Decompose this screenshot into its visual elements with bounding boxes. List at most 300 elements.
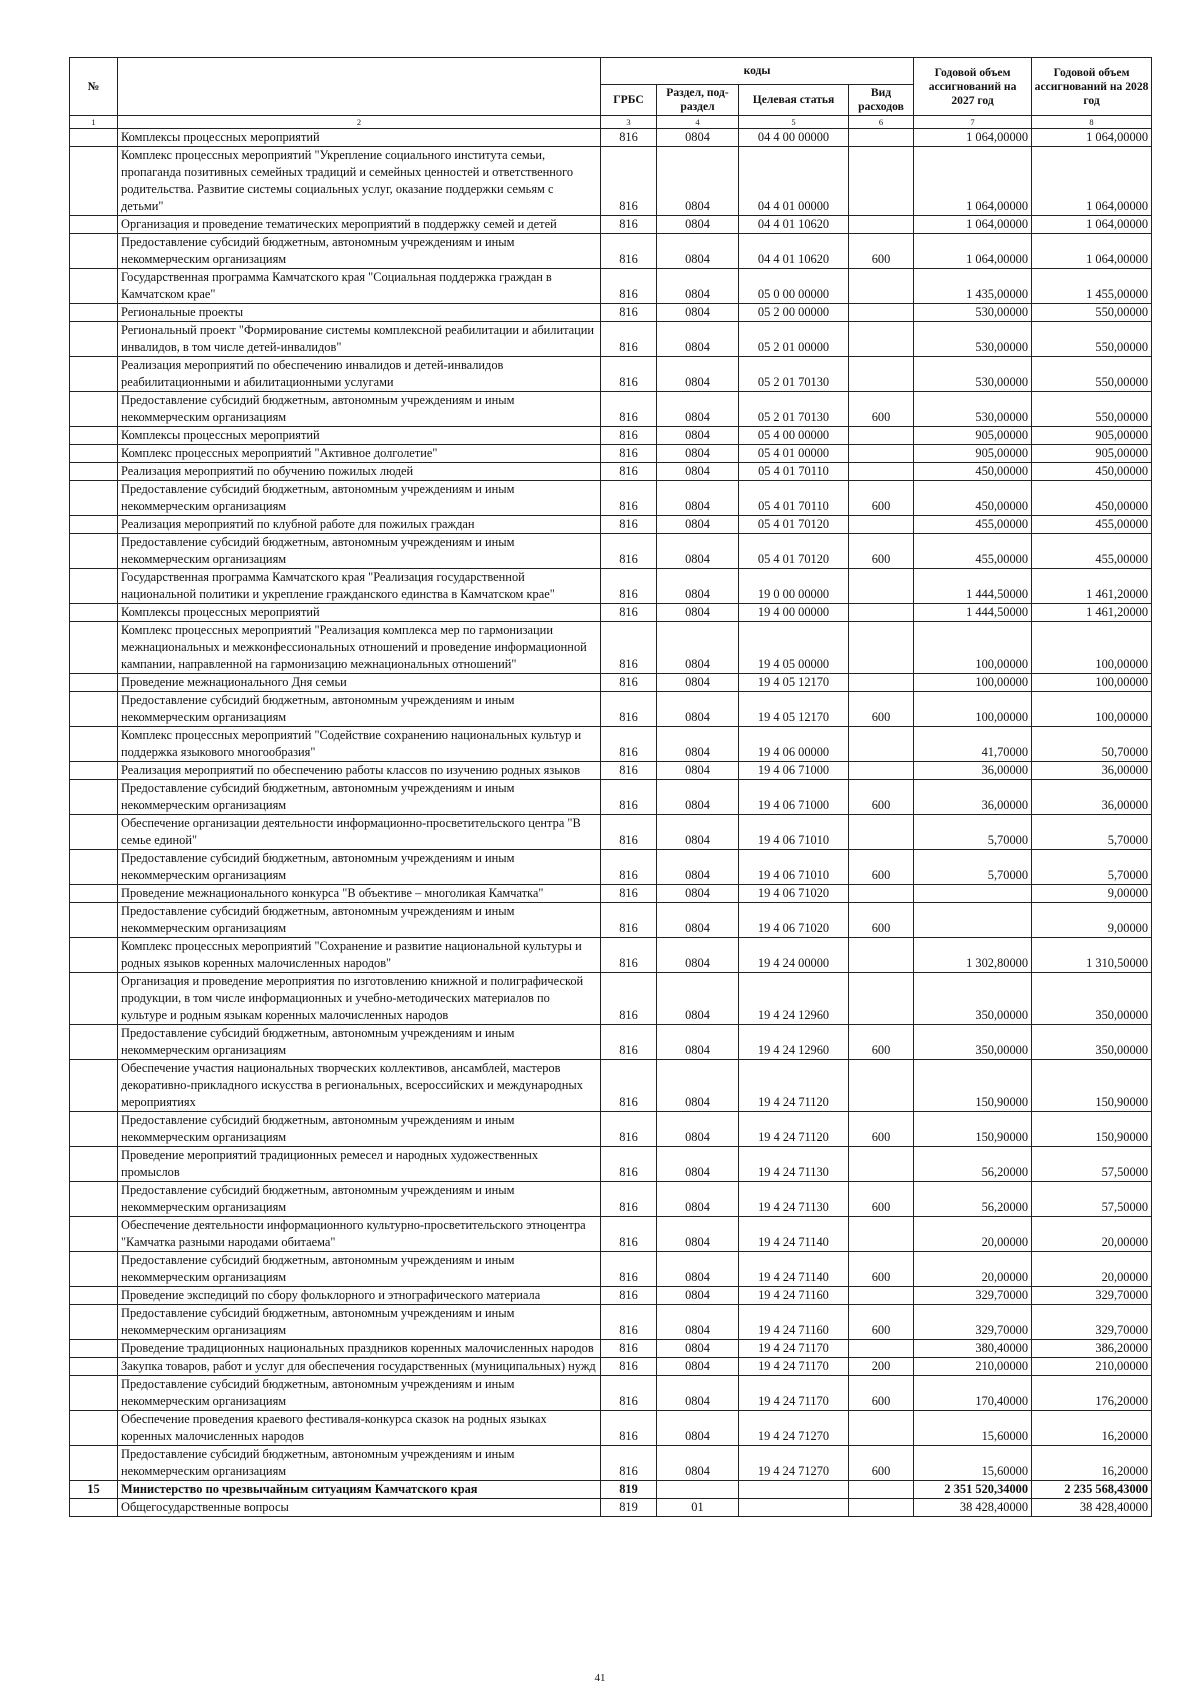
table-row bbox=[70, 516, 1152, 534]
header-2028: Годовой объем ассигнований на 2028 год bbox=[1032, 58, 1152, 116]
row-section: 0804 bbox=[657, 569, 739, 604]
row-amount-2028: 905,00000 bbox=[1032, 427, 1152, 445]
row-target: 19 4 24 71130 bbox=[739, 1147, 849, 1182]
column-number: 3 bbox=[601, 116, 657, 129]
row-number bbox=[70, 1147, 118, 1182]
row-grbs: 816 bbox=[601, 1340, 657, 1358]
table-row bbox=[70, 1217, 1152, 1252]
row-amount-2028: 36,00000 bbox=[1032, 762, 1152, 780]
row-section: 0804 bbox=[657, 147, 739, 216]
row-grbs: 816 bbox=[601, 692, 657, 727]
row-number bbox=[70, 692, 118, 727]
row-amount-2028: 550,00000 bbox=[1032, 357, 1152, 392]
row-number bbox=[70, 357, 118, 392]
page-number: 41 bbox=[594, 1672, 606, 1684]
row-number bbox=[70, 1025, 118, 1060]
row-name: Региональный проект "Формирование системы комплексной реабилитации и абилитации инвалидов, в том числе детей-инвалидов" bbox=[118, 322, 601, 357]
row-name: Организация и проведение мероприятия по изготовлению книжной и полиграфической продукции, в том числе информационных и учебно-методических материалов по культуре и родным языкам коренных малочисленных народов bbox=[118, 973, 601, 1025]
table-row bbox=[70, 304, 1152, 322]
row-grbs: 816 bbox=[601, 938, 657, 973]
row-expense-type: 600 bbox=[849, 1252, 914, 1287]
row-grbs: 816 bbox=[601, 1305, 657, 1340]
table-row bbox=[70, 392, 1152, 427]
row-name: Предоставление субсидий бюджетным, автономным учреждениям и иным некоммерческим организациям bbox=[118, 392, 601, 427]
header-target: Целевая статья bbox=[739, 85, 849, 116]
row-number: 15 bbox=[70, 1481, 118, 1499]
table-row bbox=[70, 1287, 1152, 1305]
row-target: 05 2 01 70130 bbox=[739, 392, 849, 427]
table-row bbox=[70, 1182, 1152, 1217]
row-amount-2027: 56,20000 bbox=[914, 1147, 1032, 1182]
row-name: Предоставление субсидий бюджетным, автономным учреждениям и иным некоммерческим организациям bbox=[118, 692, 601, 727]
row-section: 0804 bbox=[657, 216, 739, 234]
table-row bbox=[70, 322, 1152, 357]
row-section: 0804 bbox=[657, 1305, 739, 1340]
row-amount-2027: 455,00000 bbox=[914, 534, 1032, 569]
row-amount-2027: 100,00000 bbox=[914, 622, 1032, 674]
row-grbs: 816 bbox=[601, 1025, 657, 1060]
row-name: Комплексы процессных мероприятий bbox=[118, 129, 601, 147]
row-grbs: 816 bbox=[601, 622, 657, 674]
row-grbs: 816 bbox=[601, 463, 657, 481]
row-amount-2027: 36,00000 bbox=[914, 780, 1032, 815]
table-row bbox=[70, 569, 1152, 604]
row-section: 0804 bbox=[657, 604, 739, 622]
row-expense-type bbox=[849, 129, 914, 147]
row-section: 0804 bbox=[657, 1217, 739, 1252]
row-number bbox=[70, 463, 118, 481]
row-number bbox=[70, 534, 118, 569]
row-amount-2028: 350,00000 bbox=[1032, 1025, 1152, 1060]
row-target: 05 4 01 70110 bbox=[739, 463, 849, 481]
row-amount-2028: 905,00000 bbox=[1032, 445, 1152, 463]
row-section: 0804 bbox=[657, 622, 739, 674]
row-section: 0804 bbox=[657, 885, 739, 903]
row-name: Реализация мероприятий по клубной работе для пожилых граждан bbox=[118, 516, 601, 534]
row-amount-2028: 20,00000 bbox=[1032, 1252, 1152, 1287]
row-amount-2027 bbox=[914, 903, 1032, 938]
row-expense-type bbox=[849, 147, 914, 216]
row-section: 0804 bbox=[657, 534, 739, 569]
row-grbs: 816 bbox=[601, 129, 657, 147]
row-number bbox=[70, 1411, 118, 1446]
row-target: 19 4 24 71120 bbox=[739, 1112, 849, 1147]
row-name: Комплекс процессных мероприятий "Сохранение и развитие национальной культуры и родных языков коренных малочисленных народов" bbox=[118, 938, 601, 973]
row-amount-2027: 5,70000 bbox=[914, 815, 1032, 850]
header-codes: коды bbox=[601, 58, 914, 85]
row-number bbox=[70, 445, 118, 463]
row-name: Проведение мероприятий традиционных ремесел и народных художественных промыслов bbox=[118, 1147, 601, 1182]
row-target: 19 4 24 00000 bbox=[739, 938, 849, 973]
row-amount-2027: 450,00000 bbox=[914, 463, 1032, 481]
row-name: Закупка товаров, работ и услуг для обеспечения государственных (муниципальных) нужд bbox=[118, 1358, 601, 1376]
row-amount-2027: 329,70000 bbox=[914, 1287, 1032, 1305]
row-section: 0804 bbox=[657, 1411, 739, 1446]
row-amount-2027: 36,00000 bbox=[914, 762, 1032, 780]
row-target: 19 4 24 71170 bbox=[739, 1340, 849, 1358]
row-amount-2027: 455,00000 bbox=[914, 516, 1032, 534]
table-row bbox=[70, 622, 1152, 674]
row-grbs: 816 bbox=[601, 885, 657, 903]
row-section: 0804 bbox=[657, 973, 739, 1025]
row-number bbox=[70, 1182, 118, 1217]
row-amount-2028: 455,00000 bbox=[1032, 534, 1152, 569]
row-amount-2028: 57,50000 bbox=[1032, 1147, 1152, 1182]
row-name: Комплекс процессных мероприятий "Реализация комплекса мер по гармонизации межнациональных и межконфессиональных отношений и проведение информационной кампании, направленной на гармонизацию межнациональных отношений" bbox=[118, 622, 601, 674]
table-row bbox=[70, 1481, 1152, 1499]
row-grbs: 816 bbox=[601, 762, 657, 780]
row-grbs: 816 bbox=[601, 1112, 657, 1147]
row-section: 0804 bbox=[657, 850, 739, 885]
row-amount-2027: 530,00000 bbox=[914, 304, 1032, 322]
row-grbs: 816 bbox=[601, 1287, 657, 1305]
row-expense-type bbox=[849, 1411, 914, 1446]
row-expense-type bbox=[849, 727, 914, 762]
row-section: 0804 bbox=[657, 481, 739, 516]
row-name: Предоставление субсидий бюджетным, автономным учреждениям и иным некоммерческим организациям bbox=[118, 1182, 601, 1217]
row-target: 19 4 06 71000 bbox=[739, 780, 849, 815]
header-section: Раздел, под-раздел bbox=[657, 85, 739, 116]
row-grbs: 816 bbox=[601, 481, 657, 516]
row-section: 0804 bbox=[657, 674, 739, 692]
row-expense-type bbox=[849, 569, 914, 604]
header-name bbox=[118, 58, 601, 116]
row-name: Комплексы процессных мероприятий bbox=[118, 427, 601, 445]
row-number bbox=[70, 622, 118, 674]
row-expense-type: 200 bbox=[849, 1358, 914, 1376]
row-target: 19 4 06 00000 bbox=[739, 727, 849, 762]
row-target: 05 4 01 00000 bbox=[739, 445, 849, 463]
row-number bbox=[70, 147, 118, 216]
row-grbs: 816 bbox=[601, 357, 657, 392]
row-target: 19 4 24 12960 bbox=[739, 973, 849, 1025]
row-section: 0804 bbox=[657, 780, 739, 815]
row-name: Обеспечение участия национальных творческих коллективов, ансамблей, мастеров декоративно-прикладного искусства в региональных, всероссийских и международных мероприятиях bbox=[118, 1060, 601, 1112]
row-number bbox=[70, 780, 118, 815]
row-name: Предоставление субсидий бюджетным, автономным учреждениям и иным некоммерческим организациям bbox=[118, 903, 601, 938]
row-amount-2028: 1 455,00000 bbox=[1032, 269, 1152, 304]
row-target: 19 4 06 71010 bbox=[739, 850, 849, 885]
row-amount-2027: 530,00000 bbox=[914, 322, 1032, 357]
row-name: Проведение межнационального конкурса "В объективе – многоликая Камчатка" bbox=[118, 885, 601, 903]
row-expense-type bbox=[849, 1147, 914, 1182]
table-row bbox=[70, 427, 1152, 445]
row-amount-2028: 16,20000 bbox=[1032, 1446, 1152, 1481]
row-target: 05 2 01 70130 bbox=[739, 357, 849, 392]
row-name: Государственная программа Камчатского края "Реализация государственной национальной политики и укрепление гражданского единства в Камчатском крае" bbox=[118, 569, 601, 604]
row-target: 04 4 01 10620 bbox=[739, 234, 849, 269]
row-amount-2027: 210,00000 bbox=[914, 1358, 1032, 1376]
row-number bbox=[70, 1305, 118, 1340]
row-expense-type: 600 bbox=[849, 1446, 914, 1481]
row-amount-2027: 350,00000 bbox=[914, 1025, 1032, 1060]
table-row bbox=[70, 463, 1152, 481]
row-grbs: 819 bbox=[601, 1499, 657, 1517]
row-expense-type bbox=[849, 1481, 914, 1499]
row-target bbox=[739, 1499, 849, 1517]
row-name: Проведение традиционных национальных праздников коренных малочисленных народов bbox=[118, 1340, 601, 1358]
row-grbs: 816 bbox=[601, 973, 657, 1025]
row-expense-type bbox=[849, 463, 914, 481]
row-number bbox=[70, 762, 118, 780]
row-section: 0804 bbox=[657, 1147, 739, 1182]
row-name: Комплексы процессных мероприятий bbox=[118, 604, 601, 622]
row-expense-type bbox=[849, 1287, 914, 1305]
row-expense-type bbox=[849, 973, 914, 1025]
table-row bbox=[70, 1112, 1152, 1147]
row-amount-2028: 1 064,00000 bbox=[1032, 216, 1152, 234]
table-row bbox=[70, 481, 1152, 516]
row-number bbox=[70, 1287, 118, 1305]
row-name: Комплекс процессных мероприятий "Активное долголетие" bbox=[118, 445, 601, 463]
row-grbs: 816 bbox=[601, 147, 657, 216]
row-amount-2028: 5,70000 bbox=[1032, 815, 1152, 850]
row-section: 0804 bbox=[657, 357, 739, 392]
row-section: 01 bbox=[657, 1499, 739, 1517]
row-expense-type: 600 bbox=[849, 1025, 914, 1060]
row-amount-2028: 450,00000 bbox=[1032, 481, 1152, 516]
table-row bbox=[70, 1025, 1152, 1060]
row-grbs: 816 bbox=[601, 445, 657, 463]
row-number bbox=[70, 304, 118, 322]
row-name: Комплекс процессных мероприятий "Укрепление социального института семьи, пропаганда позитивных семейных традиций и семейных ценностей и ответственного родительства. Развитие системы социальных услуг, оказание поддержки семьям с детьми" bbox=[118, 147, 601, 216]
table-row bbox=[70, 1358, 1152, 1376]
row-number bbox=[70, 1252, 118, 1287]
row-amount-2028: 150,90000 bbox=[1032, 1060, 1152, 1112]
column-number: 5 bbox=[739, 116, 849, 129]
row-amount-2028: 38 428,40000 bbox=[1032, 1499, 1152, 1517]
row-expense-type bbox=[849, 885, 914, 903]
row-amount-2028: 150,90000 bbox=[1032, 1112, 1152, 1147]
row-grbs: 816 bbox=[601, 1060, 657, 1112]
row-amount-2028: 9,00000 bbox=[1032, 885, 1152, 903]
table-row bbox=[70, 762, 1152, 780]
row-amount-2028: 550,00000 bbox=[1032, 304, 1152, 322]
row-amount-2028: 1 064,00000 bbox=[1032, 147, 1152, 216]
row-number bbox=[70, 1499, 118, 1517]
row-amount-2027: 905,00000 bbox=[914, 445, 1032, 463]
row-grbs: 819 bbox=[601, 1481, 657, 1499]
row-grbs: 816 bbox=[601, 322, 657, 357]
row-expense-type: 600 bbox=[849, 1182, 914, 1217]
row-number bbox=[70, 269, 118, 304]
row-expense-type bbox=[849, 1060, 914, 1112]
row-amount-2027: 15,60000 bbox=[914, 1411, 1032, 1446]
row-amount-2027: 1 064,00000 bbox=[914, 234, 1032, 269]
table-row bbox=[70, 1446, 1152, 1481]
table-body bbox=[70, 129, 1152, 1517]
row-target: 19 4 24 71140 bbox=[739, 1252, 849, 1287]
row-target: 19 4 24 12960 bbox=[739, 1025, 849, 1060]
row-grbs: 816 bbox=[601, 427, 657, 445]
row-target: 19 4 24 71130 bbox=[739, 1182, 849, 1217]
row-name: Общегосударственные вопросы bbox=[118, 1499, 601, 1517]
row-number bbox=[70, 604, 118, 622]
table-row bbox=[70, 129, 1152, 147]
row-expense-type bbox=[849, 815, 914, 850]
row-expense-type: 600 bbox=[849, 780, 914, 815]
table-row bbox=[70, 1340, 1152, 1358]
row-section: 0804 bbox=[657, 1287, 739, 1305]
row-expense-type bbox=[849, 269, 914, 304]
row-number bbox=[70, 938, 118, 973]
row-amount-2028: 36,00000 bbox=[1032, 780, 1152, 815]
table-row bbox=[70, 973, 1152, 1025]
row-number bbox=[70, 216, 118, 234]
row-name: Предоставление субсидий бюджетным, автономным учреждениям и иным некоммерческим организациям bbox=[118, 1112, 601, 1147]
row-amount-2028: 550,00000 bbox=[1032, 392, 1152, 427]
header-grbs: ГРБС bbox=[601, 85, 657, 116]
table-row bbox=[70, 1411, 1152, 1446]
row-grbs: 816 bbox=[601, 1252, 657, 1287]
row-grbs: 816 bbox=[601, 674, 657, 692]
row-number bbox=[70, 569, 118, 604]
row-target: 19 4 06 71010 bbox=[739, 815, 849, 850]
row-expense-type bbox=[849, 674, 914, 692]
header-number: № bbox=[70, 58, 118, 116]
row-section: 0804 bbox=[657, 234, 739, 269]
row-amount-2028: 1 064,00000 bbox=[1032, 129, 1152, 147]
row-section: 0804 bbox=[657, 1340, 739, 1358]
row-section: 0804 bbox=[657, 129, 739, 147]
row-expense-type: 600 bbox=[849, 534, 914, 569]
row-name: Предоставление субсидий бюджетным, автономным учреждениям и иным некоммерческим организациям bbox=[118, 780, 601, 815]
row-grbs: 816 bbox=[601, 304, 657, 322]
row-amount-2027: 1 435,00000 bbox=[914, 269, 1032, 304]
row-target: 05 4 01 70110 bbox=[739, 481, 849, 516]
row-expense-type bbox=[849, 1499, 914, 1517]
row-expense-type: 600 bbox=[849, 1112, 914, 1147]
row-name: Проведение межнационального Дня семьи bbox=[118, 674, 601, 692]
row-amount-2028: 386,20000 bbox=[1032, 1340, 1152, 1358]
row-expense-type bbox=[849, 938, 914, 973]
row-grbs: 816 bbox=[601, 815, 657, 850]
row-amount-2028: 455,00000 bbox=[1032, 516, 1152, 534]
row-target: 19 4 24 71140 bbox=[739, 1217, 849, 1252]
row-amount-2027 bbox=[914, 885, 1032, 903]
row-amount-2027: 20,00000 bbox=[914, 1252, 1032, 1287]
row-target: 19 4 24 71170 bbox=[739, 1376, 849, 1411]
row-grbs: 816 bbox=[601, 269, 657, 304]
row-expense-type bbox=[849, 304, 914, 322]
row-amount-2027: 100,00000 bbox=[914, 674, 1032, 692]
table-row bbox=[70, 445, 1152, 463]
row-amount-2027: 100,00000 bbox=[914, 692, 1032, 727]
row-amount-2027: 380,40000 bbox=[914, 1340, 1032, 1358]
row-section: 0804 bbox=[657, 1060, 739, 1112]
row-amount-2027: 150,90000 bbox=[914, 1060, 1032, 1112]
row-amount-2027: 530,00000 bbox=[914, 357, 1032, 392]
row-grbs: 816 bbox=[601, 569, 657, 604]
row-grbs: 816 bbox=[601, 604, 657, 622]
row-grbs: 816 bbox=[601, 780, 657, 815]
row-name: Реализация мероприятий по обеспечению инвалидов и детей-инвалидов реабилитационными и абилитационными услугами bbox=[118, 357, 601, 392]
row-target: 19 4 05 12170 bbox=[739, 692, 849, 727]
table-row bbox=[70, 903, 1152, 938]
row-number bbox=[70, 1340, 118, 1358]
row-section: 0804 bbox=[657, 903, 739, 938]
table-row bbox=[70, 1252, 1152, 1287]
row-expense-type: 600 bbox=[849, 692, 914, 727]
row-grbs: 816 bbox=[601, 1182, 657, 1217]
row-section: 0804 bbox=[657, 463, 739, 481]
row-name: Обеспечение организации деятельности информационно-просветительского центра "В семье единой" bbox=[118, 815, 601, 850]
row-target: 04 4 01 00000 bbox=[739, 147, 849, 216]
row-number bbox=[70, 903, 118, 938]
row-amount-2028: 50,70000 bbox=[1032, 727, 1152, 762]
row-expense-type: 600 bbox=[849, 392, 914, 427]
row-amount-2028: 1 310,50000 bbox=[1032, 938, 1152, 973]
row-section: 0804 bbox=[657, 392, 739, 427]
row-grbs: 816 bbox=[601, 903, 657, 938]
column-number: 7 bbox=[914, 116, 1032, 129]
row-expense-type: 600 bbox=[849, 850, 914, 885]
row-name: Комплекс процессных мероприятий "Содействие сохранению национальных культур и поддержка языкового многообразия" bbox=[118, 727, 601, 762]
budget-table bbox=[69, 57, 1152, 1517]
row-amount-2028: 329,70000 bbox=[1032, 1305, 1152, 1340]
row-expense-type bbox=[849, 622, 914, 674]
row-name: Реализация мероприятий по обучению пожилых людей bbox=[118, 463, 601, 481]
column-number: 2 bbox=[118, 116, 601, 129]
row-amount-2027: 41,70000 bbox=[914, 727, 1032, 762]
row-number bbox=[70, 1112, 118, 1147]
table-row bbox=[70, 727, 1152, 762]
row-name: Предоставление субсидий бюджетным, автономным учреждениям и иным некоммерческим организациям bbox=[118, 1446, 601, 1481]
table-row bbox=[70, 216, 1152, 234]
row-grbs: 816 bbox=[601, 234, 657, 269]
row-target: 05 2 00 00000 bbox=[739, 304, 849, 322]
row-number bbox=[70, 427, 118, 445]
row-expense-type: 600 bbox=[849, 481, 914, 516]
row-grbs: 816 bbox=[601, 1376, 657, 1411]
row-expense-type bbox=[849, 516, 914, 534]
row-amount-2028: 350,00000 bbox=[1032, 973, 1152, 1025]
header-2027: Годовой объем ассигнований на 2027 год bbox=[914, 58, 1032, 116]
row-amount-2028: 16,20000 bbox=[1032, 1411, 1152, 1446]
row-section: 0804 bbox=[657, 304, 739, 322]
row-name: Региональные проекты bbox=[118, 304, 601, 322]
row-number bbox=[70, 1446, 118, 1481]
row-expense-type bbox=[849, 1340, 914, 1358]
row-target: 05 2 01 00000 bbox=[739, 322, 849, 357]
row-amount-2027: 1 444,50000 bbox=[914, 604, 1032, 622]
row-expense-type bbox=[849, 1217, 914, 1252]
row-grbs: 816 bbox=[601, 727, 657, 762]
row-section: 0804 bbox=[657, 815, 739, 850]
row-name: Предоставление субсидий бюджетным, автономным учреждениям и иным некоммерческим организациям bbox=[118, 1252, 601, 1287]
row-grbs: 816 bbox=[601, 850, 657, 885]
row-expense-type bbox=[849, 445, 914, 463]
row-grbs: 816 bbox=[601, 1358, 657, 1376]
table-row bbox=[70, 1499, 1152, 1517]
row-amount-2028: 57,50000 bbox=[1032, 1182, 1152, 1217]
row-section: 0804 bbox=[657, 692, 739, 727]
row-expense-type bbox=[849, 604, 914, 622]
table-row bbox=[70, 885, 1152, 903]
row-grbs: 816 bbox=[601, 1411, 657, 1446]
row-name: Обеспечение проведения краевого фестиваля-конкурса сказок на родных языках коренных малочисленных народов bbox=[118, 1411, 601, 1446]
row-expense-type: 600 bbox=[849, 1305, 914, 1340]
row-target: 19 4 24 71160 bbox=[739, 1287, 849, 1305]
row-amount-2028: 210,00000 bbox=[1032, 1358, 1152, 1376]
row-section: 0804 bbox=[657, 1182, 739, 1217]
row-name: Организация и проведение тематических мероприятий в поддержку семей и детей bbox=[118, 216, 601, 234]
row-number bbox=[70, 322, 118, 357]
row-target: 05 0 00 00000 bbox=[739, 269, 849, 304]
row-amount-2027: 905,00000 bbox=[914, 427, 1032, 445]
row-grbs: 816 bbox=[601, 516, 657, 534]
row-expense-type bbox=[849, 357, 914, 392]
